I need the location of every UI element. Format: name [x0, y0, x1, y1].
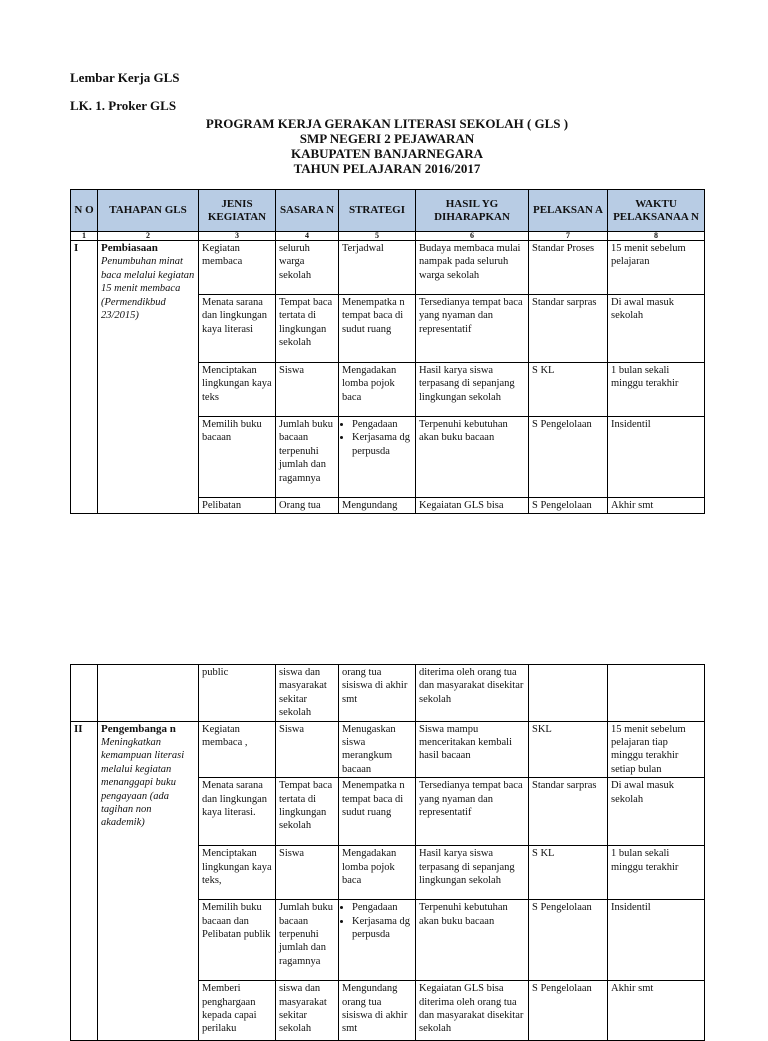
program-table-page-2 [70, 664, 705, 1041]
stage-cell [98, 721, 199, 1041]
worksheet-subtitle: LK. 1. Proker GLS [70, 98, 177, 113]
strategy-list-item: • Kerjasama dg perpusda [352, 431, 412, 458]
result-cell: diterima oleh orang tua dan masyarakat disekitar sekolah [416, 665, 529, 722]
result-cell: Tersedianya tempat baca yang nyaman dan representatif [416, 295, 529, 363]
activity-cell: Memilih buku bacaan [199, 417, 276, 498]
col-number: 8 [608, 232, 705, 241]
time-cell [608, 665, 705, 722]
doc-title-line-2: SMP NEGERI 2 PEJAWARAN [299, 131, 475, 146]
target-cell: siswa dan masyarakat sekitar sekolah [276, 665, 339, 722]
col-header-stage: TAHAPAN GLS [98, 190, 199, 232]
executor-cell: Standar Proses [529, 241, 608, 295]
table-row [71, 721, 705, 778]
executor-cell: S Pengelolaan [529, 900, 608, 981]
column-number-row [71, 232, 705, 241]
result-cell: Budaya membaca mulai nampak pada seluruh warga sekolah [416, 241, 529, 295]
result-cell: Terpenuhi kebutuhan akan buku bacaan [416, 900, 529, 981]
result-cell: Kegaiatan GLS bisa diterima oleh orang tua dan masyarakat disekitar sekolah [416, 981, 529, 1041]
activity-cell: Pelibatan [199, 498, 276, 514]
strategy-cell: Mengundang orang tua sisiswa di akhir smt [339, 981, 416, 1041]
stage-cell [98, 665, 199, 722]
executor-cell: S KL [529, 846, 608, 900]
col-number: 7 [529, 232, 608, 241]
executor-cell [529, 665, 608, 722]
executor-cell: S Pengelolaan [529, 417, 608, 498]
time-cell: Akhir smt [608, 981, 705, 1041]
executor-cell: Standar sarpras [529, 778, 608, 846]
col-number: 3 [199, 232, 276, 241]
time-cell: Akhir smt [608, 498, 705, 514]
col-header-activity: JENIS KEGIATAN [199, 190, 276, 232]
col-header-time: WAKTU PELAKSANAA N [608, 190, 705, 232]
result-cell: Hasil karya siswa terpasang di sepanjang lingkungan sekolah [416, 363, 529, 417]
strategy-list [342, 901, 412, 941]
table-header-row [71, 190, 705, 232]
program-table-page-1 [70, 189, 705, 514]
strategy-list-item: • Pengadaan [352, 901, 412, 914]
executor-cell: S KL [529, 363, 608, 417]
col-header-strategy: STRATEGI [339, 190, 416, 232]
activity-cell: Menciptakan lingkungan kaya teks, [199, 846, 276, 900]
strategy-cell: Mengadakan lomba pojok baca [339, 363, 416, 417]
activity-cell: Memilih buku bacaan dan Pelibatan publik [199, 900, 276, 981]
result-cell: Siswa mampu menceritakan kembali hasil bacaan [416, 721, 529, 778]
target-cell: Siswa [276, 363, 339, 417]
time-cell: 1 bulan sekali minggu terakhir [608, 363, 705, 417]
strategy-cell: Menugaskan siswa merangkum bacaan [339, 721, 416, 778]
strategy-cell [339, 417, 416, 498]
activity-cell: Menata sarana dan lingkungan kaya literasi [199, 295, 276, 363]
table-row-continued [71, 665, 705, 722]
target-cell: Orang tua [276, 498, 339, 514]
time-cell: Di awal masuk sekolah [608, 295, 705, 363]
doc-title-line-4: TAHUN PELAJARAN 2016/2017 [293, 161, 481, 176]
time-cell: Insidentil [608, 417, 705, 498]
col-header-expected-result: HASIL YG DIHARAPKAN [416, 190, 529, 232]
doc-title-line-1: PROGRAM KERJA GERAKAN LITERASI SEKOLAH ( GLS ) [205, 116, 569, 131]
strategy-cell: orang tua sisiswa di akhir smt [339, 665, 416, 722]
table-row [71, 241, 705, 295]
doc-title-line-3: KABUPATEN BANJARNEGARA [291, 146, 483, 161]
strategy-list-item: • Kerjasama dg perpusda [352, 915, 412, 942]
activity-cell: public [199, 665, 276, 722]
result-cell: Hasil karya siswa terpasang di sepanjang lingkungan sekolah [416, 846, 529, 900]
activity-cell: Kegiatan membaca [199, 241, 276, 295]
strategy-cell: Menempatka n tempat baca di sudut ruang [339, 295, 416, 363]
strategy-cell: Mengundang [339, 498, 416, 514]
result-cell: Kegaiatan GLS bisa [416, 498, 529, 514]
activity-cell: Memberi penghargaan kepada capai perilaku [199, 981, 276, 1041]
time-cell: Insidentil [608, 900, 705, 981]
time-cell: 1 bulan sekali minggu terakhir [608, 846, 705, 900]
executor-cell: Standar sarpras [529, 295, 608, 363]
col-number: 6 [416, 232, 529, 241]
strategy-cell: Mengadakan lomba pojok baca [339, 846, 416, 900]
col-number: 1 [71, 232, 98, 241]
stage-description: Meningkatkan kemampuan literasi melalui kegiatan menanggapi buku pengayaan (ada tagihan non akademik) [101, 737, 185, 829]
stage-number [71, 665, 98, 722]
target-cell: Siswa [276, 721, 339, 778]
time-cell: 15 menit sebelum pelajaran [608, 241, 705, 295]
strategy-cell: Terjadwal [339, 241, 416, 295]
target-cell: Tempat baca tertata di lingkungan sekolah [276, 778, 339, 846]
col-number: 4 [276, 232, 339, 241]
activity-cell: Menata sarana dan lingkungan kaya literasi. [199, 778, 276, 846]
target-cell: Tempat baca tertata di lingkungan sekolah [276, 295, 339, 363]
strategy-cell [339, 900, 416, 981]
target-cell: Jumlah buku bacaan terpenuhi jumlah dan ragamnya [276, 417, 339, 498]
strategy-cell: Menempatka n tempat baca di sudut ruang [339, 778, 416, 846]
result-cell: Terpenuhi kebutuhan akan buku bacaan [416, 417, 529, 498]
col-header-no: N O [71, 190, 98, 232]
activity-cell: Menciptakan lingkungan kaya teks [199, 363, 276, 417]
worksheet-label: Lembar Kerja GLS [70, 70, 180, 85]
result-cell: Tersedianya tempat baca yang nyaman dan representatif [416, 778, 529, 846]
executor-cell: SKL [529, 721, 608, 778]
stage-title: Pembiasaan [101, 242, 158, 254]
stage-cell [98, 241, 199, 514]
target-cell: siswa dan masyarakat sekitar sekolah [276, 981, 339, 1041]
time-cell: Di awal masuk sekolah [608, 778, 705, 846]
stage-description: Penumbuhan minat baca melalui kegiatan 15 menit membaca (Permendikbud 23/2015) [101, 256, 195, 322]
target-cell: Siswa [276, 846, 339, 900]
stage-number: II [71, 721, 98, 1041]
stage-number: I [71, 241, 98, 514]
time-cell: 15 menit sebelum pelajaran tiap minggu terakhir setiap bulan [608, 721, 705, 778]
col-header-target: SASARA N [276, 190, 339, 232]
activity-cell: Kegiatan membaca , [199, 721, 276, 778]
target-cell: Jumlah buku bacaan terpenuhi jumlah dan ragamnya [276, 900, 339, 981]
col-header-executor: PELAKSAN A [529, 190, 608, 232]
executor-cell: S Pengelolaan [529, 981, 608, 1041]
strategy-list-item: • Pengadaan [352, 418, 412, 431]
col-number: 2 [98, 232, 199, 241]
strategy-list [342, 418, 412, 458]
executor-cell: S Pengelolaan [529, 498, 608, 514]
target-cell: seluruh warga sekolah [276, 241, 339, 295]
col-number: 5 [339, 232, 416, 241]
stage-title: Pengembanga n [101, 722, 176, 735]
